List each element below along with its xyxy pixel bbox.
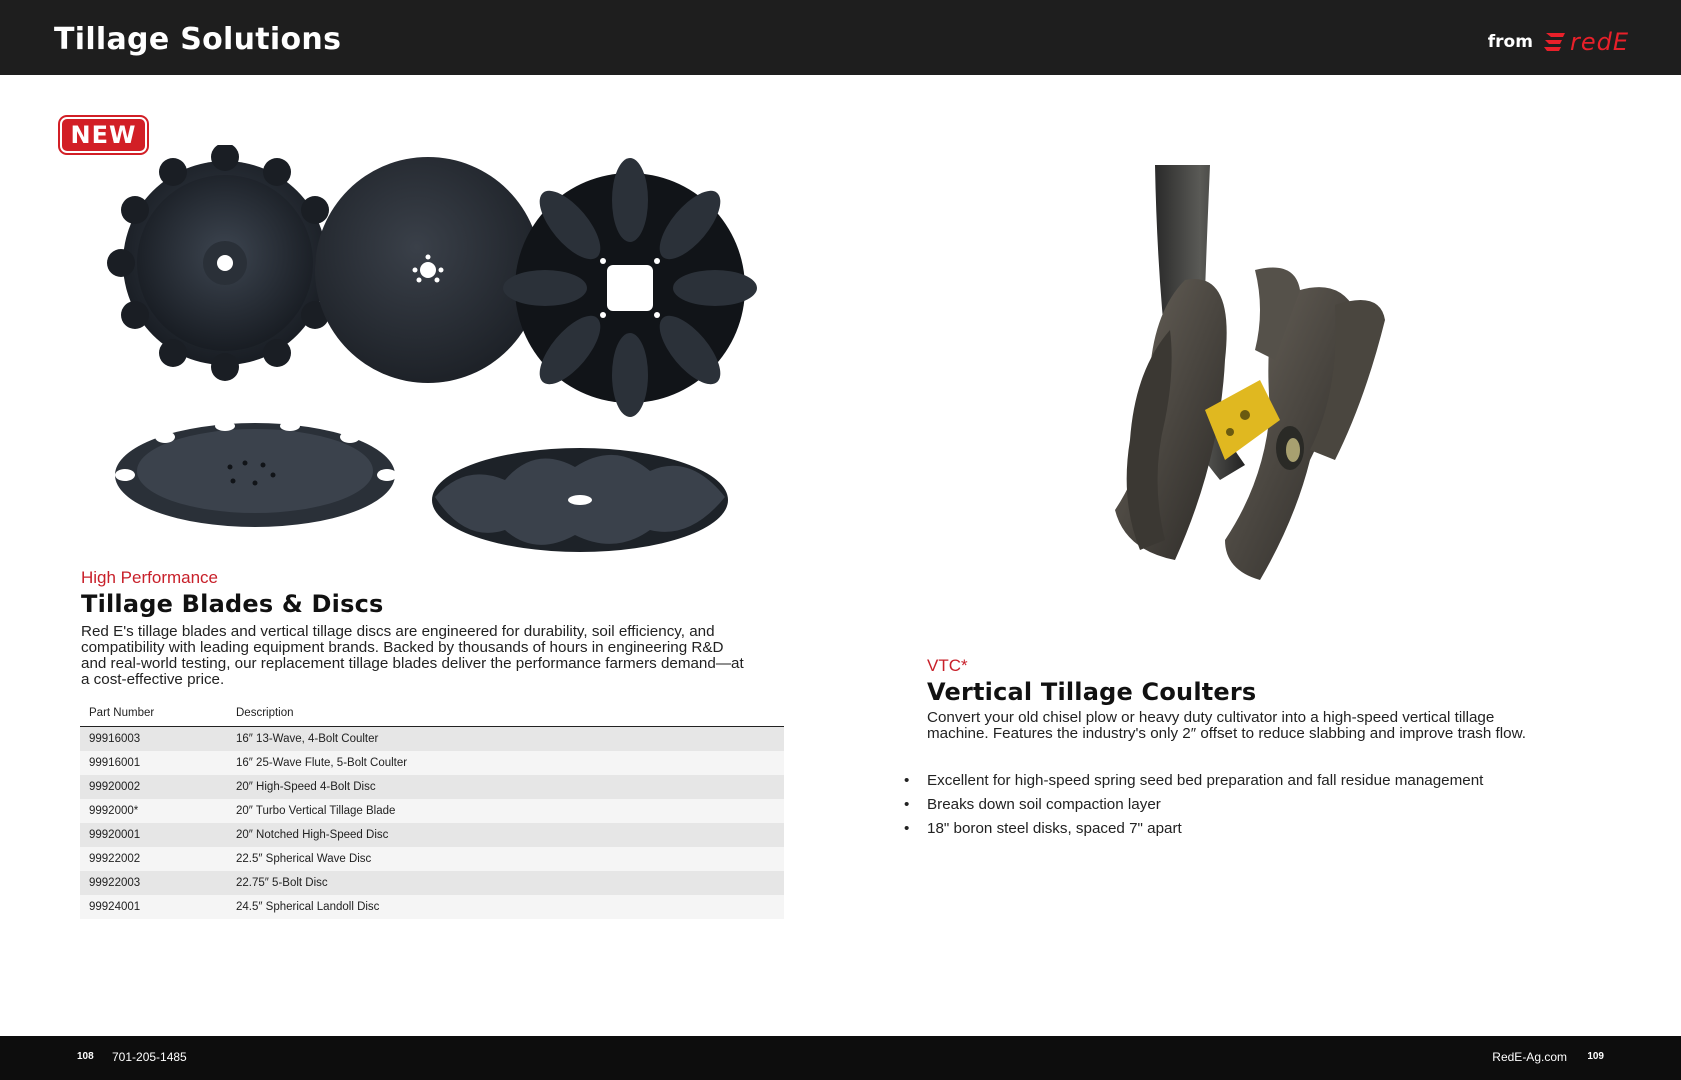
- table-row: [80, 751, 784, 775]
- list-item: [904, 793, 1483, 817]
- table-row: [80, 775, 784, 799]
- header-bar: [0, 0, 1681, 75]
- feature-text: 18" boron steel disks, spaced 7" apart: [927, 820, 1182, 837]
- vertical-tillage-coulter-photo: [1095, 160, 1415, 600]
- right-body-line: machine. Features the industry's only 2″ offset to reduce slabbing and improve trash flow.: [927, 725, 1526, 742]
- left-body-line: and real-world testing, our replacement tillage blades deliver the performance farmers demand—at: [81, 655, 744, 672]
- part-number-cell: 99920001: [80, 823, 227, 847]
- parts-table: [80, 700, 784, 919]
- page-number-right: 109: [1587, 1051, 1604, 1062]
- description-cell: 22.5″ Spherical Wave Disc: [227, 847, 784, 871]
- part-number-cell: 99916001: [80, 751, 227, 775]
- brand-logo: [1543, 28, 1629, 56]
- table-row: [80, 847, 784, 871]
- right-kicker: VTC*: [927, 656, 968, 675]
- list-item: [904, 769, 1484, 793]
- footer-website: RedE-Ag.com: [1492, 1050, 1567, 1064]
- notched-disc: [115, 421, 397, 527]
- feature-text: Excellent for high-speed spring seed bed preparation and fall residue management: [927, 772, 1484, 789]
- right-heading: Vertical Tillage Coulters: [927, 678, 1257, 706]
- smooth-disc: [315, 157, 541, 383]
- description-cell: 20″ Notched High-Speed Disc: [227, 823, 784, 847]
- bullet-icon: •: [904, 796, 910, 813]
- spherical-wave-disc: [432, 448, 728, 552]
- right-body-line: Convert your old chisel plow or heavy duty cultivator into a high-speed vertical tillage: [927, 709, 1495, 726]
- wavy-coulter-disc: [107, 145, 343, 381]
- page-number-left: 108: [77, 1051, 94, 1062]
- left-body: [81, 624, 744, 688]
- table-row: [80, 895, 784, 919]
- bullet-icon: •: [904, 772, 910, 789]
- table-row: [80, 727, 784, 752]
- feature-list: [904, 769, 1484, 841]
- description-cell: 22.75″ 5-Bolt Disc: [227, 871, 784, 895]
- part-number-cell: 99922002: [80, 847, 227, 871]
- right-body: [927, 710, 1526, 742]
- part-number-cell: 99924001: [80, 895, 227, 919]
- table-row: [80, 871, 784, 895]
- description-cell: 24.5″ Spherical Landoll Disc: [227, 895, 784, 919]
- description-cell: 16″ 13-Wave, 4-Bolt Coulter: [227, 727, 784, 752]
- left-heading: Tillage Blades & Discs: [81, 590, 384, 618]
- description-cell: 20″ High-Speed 4-Bolt Disc: [227, 775, 784, 799]
- table-header-row: [80, 700, 784, 727]
- list-item: [904, 817, 1483, 841]
- table-row: [80, 799, 784, 823]
- new-badge: NEW: [60, 117, 147, 153]
- table-row: [80, 823, 784, 847]
- brand-logo-mark-icon: [1543, 31, 1567, 53]
- footer-bar: [0, 1036, 1681, 1080]
- feature-text: Breaks down soil compaction layer: [927, 796, 1161, 813]
- footer-phone: 701-205-1485: [112, 1050, 187, 1064]
- description-cell: 20″ Turbo Vertical Tillage Blade: [227, 799, 784, 823]
- column-header-description: Description: [227, 700, 784, 727]
- turbo-disc: [503, 158, 757, 417]
- page-title: Tillage Solutions: [54, 22, 342, 57]
- description-cell: 16″ 25-Wave Flute, 5-Bolt Coulter: [227, 751, 784, 775]
- left-kicker: High Performance: [81, 568, 219, 587]
- tillage-discs-photo: [105, 145, 770, 595]
- part-number-cell: 99916003: [80, 727, 227, 752]
- left-body-line: Red E's tillage blades and vertical tillage discs are engineered for durability, soil efficiency, and: [81, 623, 715, 640]
- part-number-cell: 99920002: [80, 775, 227, 799]
- bullet-icon: •: [904, 820, 910, 837]
- brand-lockup: [1488, 27, 1629, 57]
- part-number-cell: 9992000*: [80, 799, 227, 823]
- brand-from-label: from: [1487, 32, 1533, 52]
- brand-logo-wordmark: redE: [1569, 28, 1629, 56]
- left-body-line: a cost-effective price.: [81, 671, 225, 688]
- part-number-cell: 99922003: [80, 871, 227, 895]
- column-header-part-number: Part Number: [80, 700, 227, 727]
- left-body-line: compatibility with leading equipment brands. Backed by thousands of hours in engineering R&D: [81, 639, 724, 656]
